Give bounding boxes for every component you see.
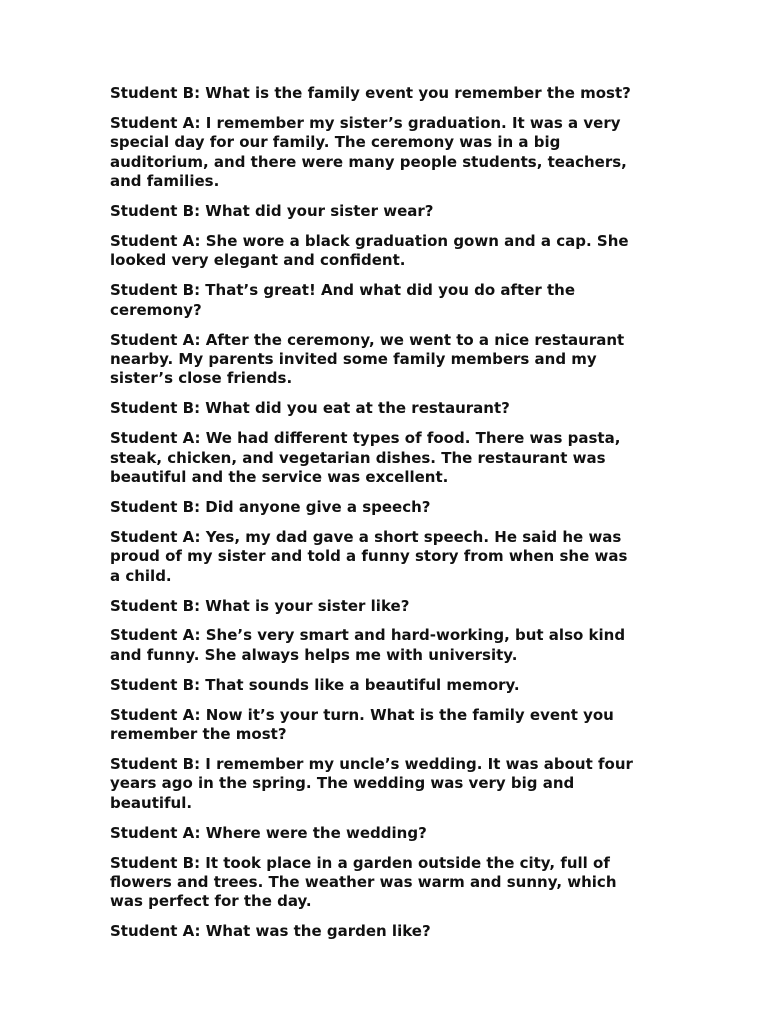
dialogue-line: Student B: That sounds like a beautiful memory. <box>110 675 520 694</box>
dialogue-line: Student A: After the ceremony, we went to a nice restaurant nearby. My parents invited some family members and my sister’s close friends. <box>110 330 625 388</box>
dialogue-line: Student A: Yes, my dad gave a short speech. He said he was proud of my sister and told a funny story from when she was a child. <box>110 527 628 585</box>
dialogue-line: Student A: She wore a black graduation gown and a cap. She looked very elegant and confident. <box>110 231 629 270</box>
dialogue-line: Student B: It took place in a garden outside the city, full of flowers and trees. The weather was warm and sunny, which was perfect for the day. <box>110 853 617 911</box>
dialogue-line: Student A: We had different types of food. There was pasta, steak, chicken, and vegetarian dishes. The restaurant was beautiful and the service was excellent. <box>110 429 621 486</box>
document-page <box>110 84 658 952</box>
dialogue-line: Student A: Now it’s your turn. What is the family event you remember the most? <box>110 705 614 744</box>
dialogue-line: Student B: I remember my uncle’s wedding. It was about four years ago in the spring. The wedding was very big and beautiful. <box>110 754 633 812</box>
dialogue-line: Student A: I remember my sister’s graduation. It was a very special day for our family. The ceremony was in a big auditorium, and there were many people students, teachers, and families. <box>110 113 627 191</box>
dialogue-line: Student B: What did you eat at the restaurant? <box>110 399 510 418</box>
dialogue-line: Student A: What was the garden like? <box>110 922 431 941</box>
dialogue-line: Student B: What did your sister wear? <box>110 202 434 221</box>
dialogue-line: Student B: That’s great! And what did you do after the ceremony? <box>110 281 576 319</box>
dialogue-line: Student B: What is the family event you remember the most? <box>110 84 631 102</box>
dialogue-line: Student A: She’s very smart and hard-working, but also kind and funny. She always helps me with university. <box>110 626 626 664</box>
dialogue-line: Student A: Where were the wedding? <box>110 823 427 842</box>
dialogue-line: Student B: Did anyone give a speech? <box>110 497 431 516</box>
dialogue-line: Student B: What is your sister like? <box>110 596 410 615</box>
